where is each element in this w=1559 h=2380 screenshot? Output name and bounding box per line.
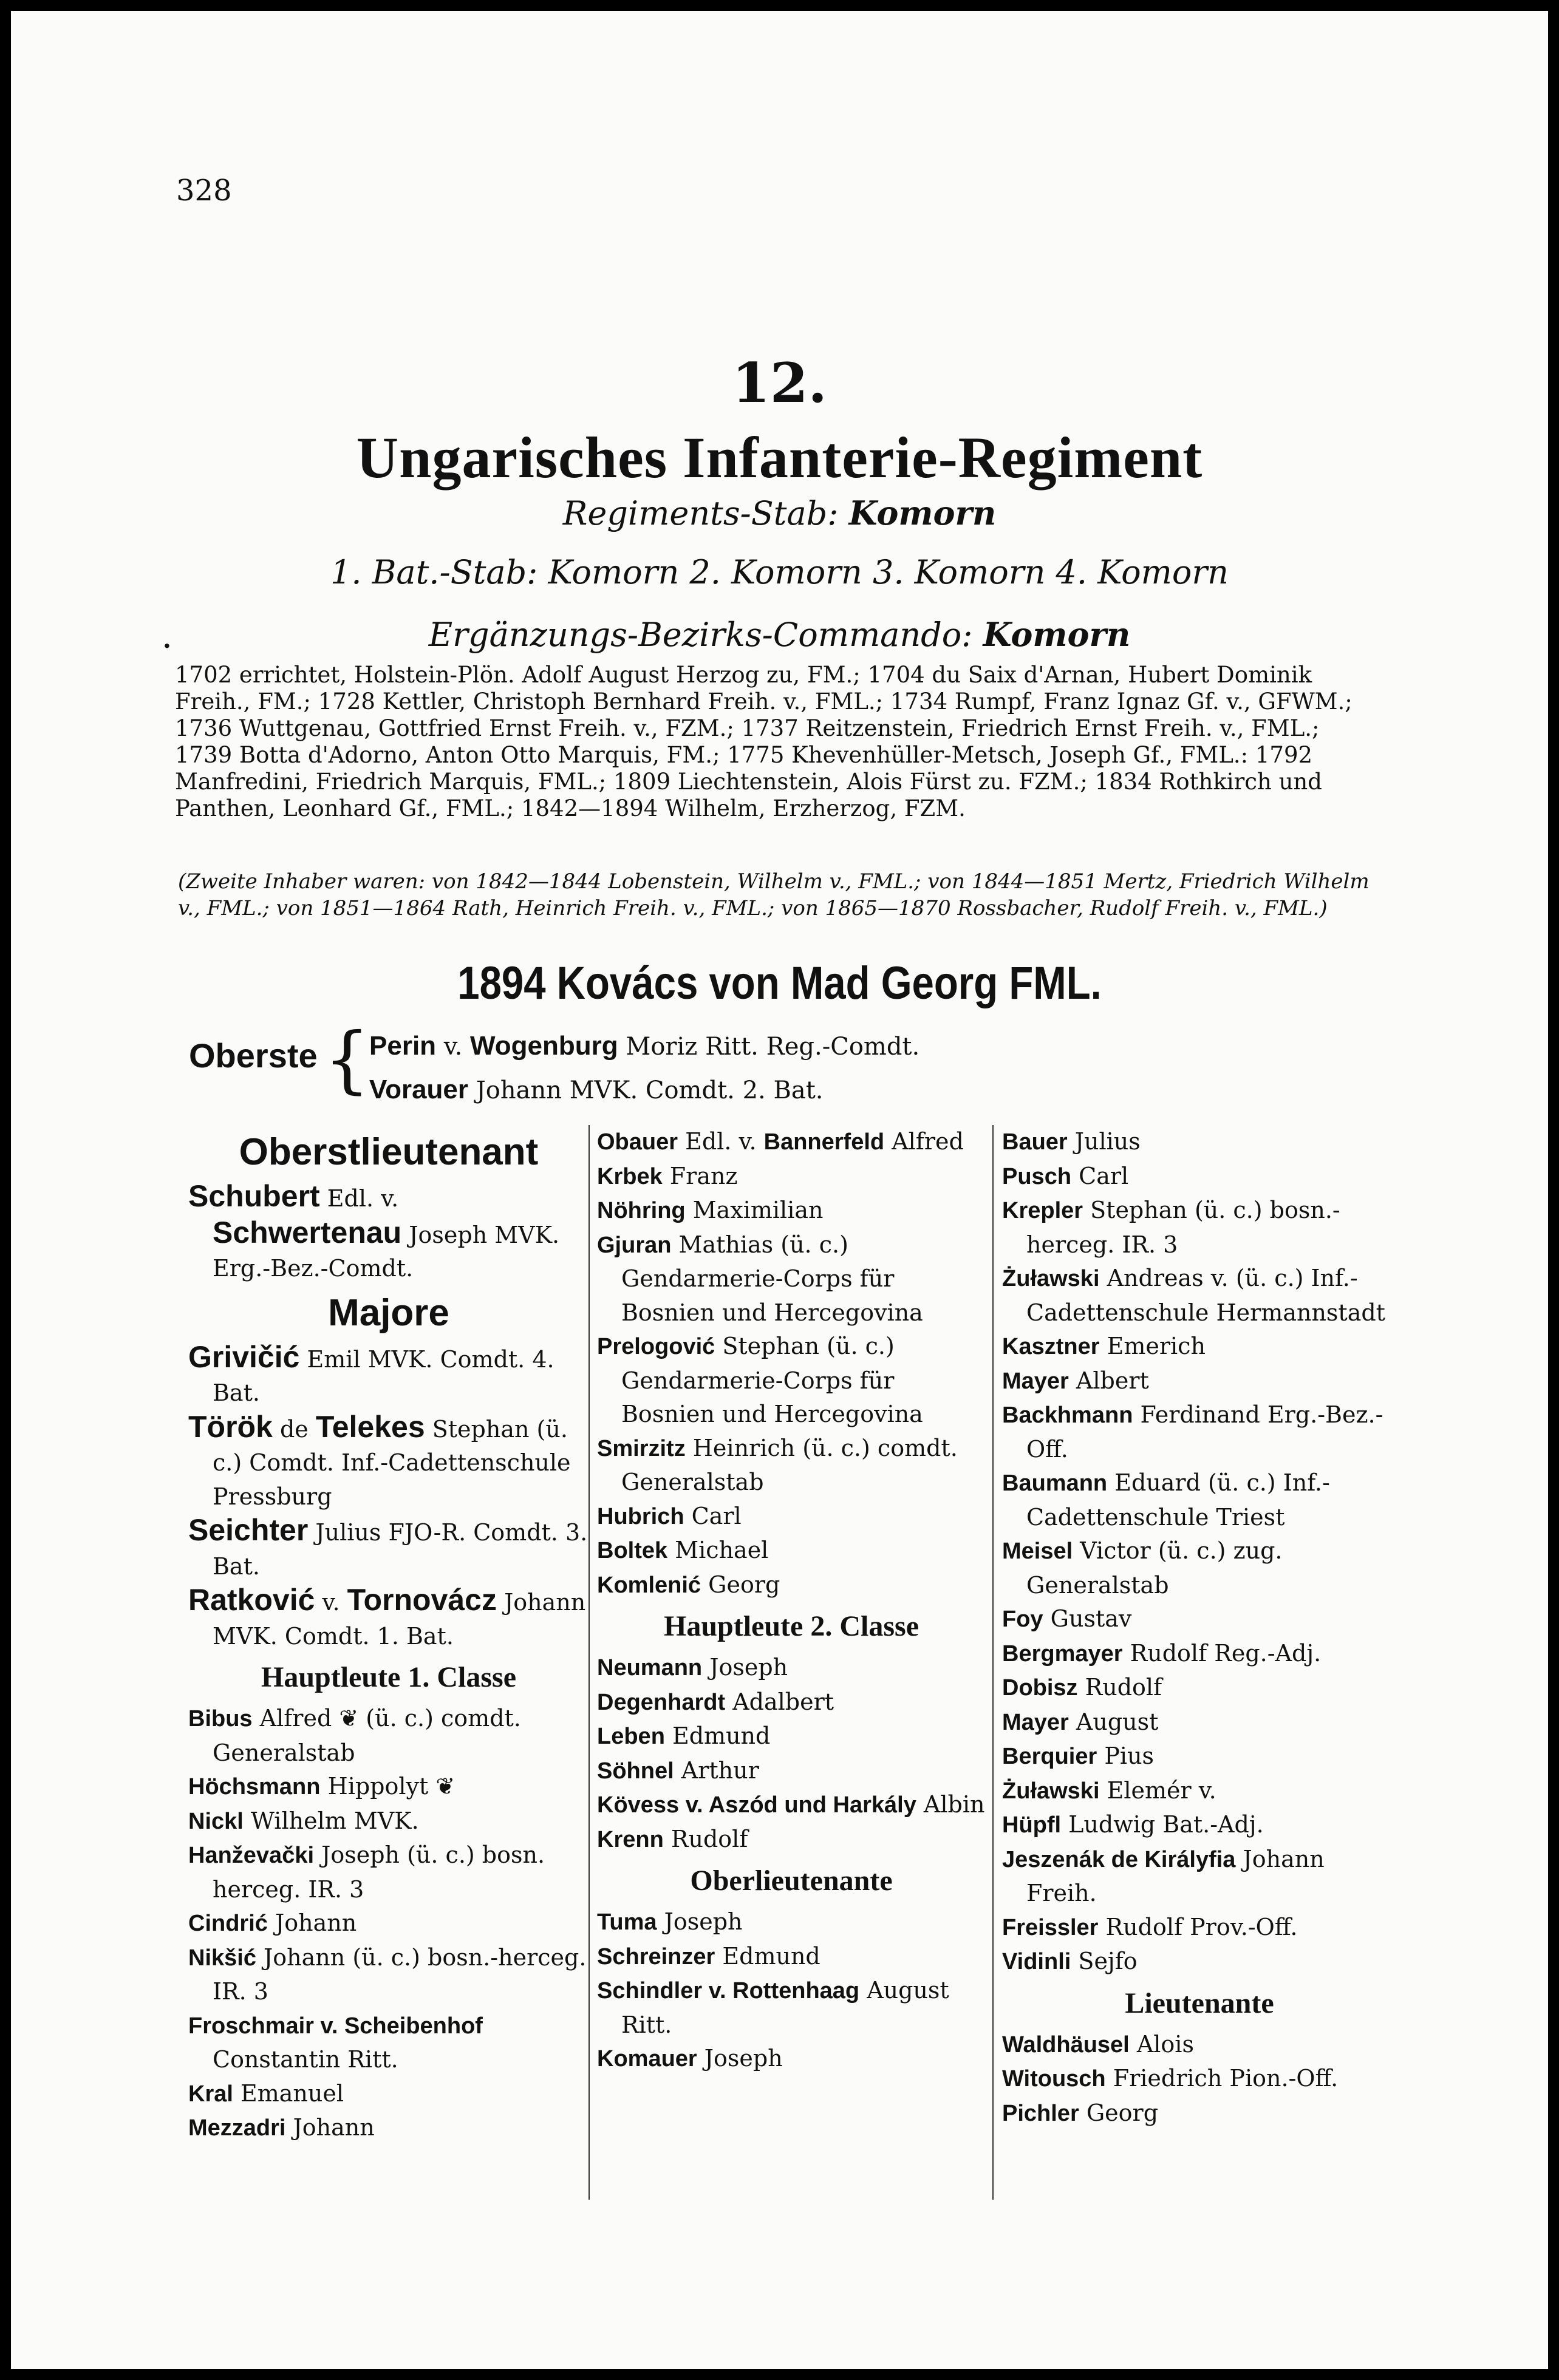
officer-details: Franz xyxy=(662,1162,738,1189)
officer-name: Vidinli xyxy=(1002,1949,1071,1974)
oberste-label: Oberste xyxy=(189,1036,318,1075)
officer-entry xyxy=(1002,1125,1397,1160)
officer-entry xyxy=(597,1125,986,1160)
officer-details: Stephan (ü. c.) Gendarmerie-Corps für Bosnien und Hercegovina xyxy=(621,1333,923,1427)
officer-name2: Schwertenau xyxy=(213,1215,402,1250)
officer-name: Obauer xyxy=(597,1129,678,1155)
officer-name: Nöhring xyxy=(597,1198,686,1223)
officer-name: Cindrić xyxy=(188,1911,268,1936)
officer-entry xyxy=(597,1534,986,1568)
officer-entry xyxy=(1002,2096,1397,2131)
officer-details: Johann xyxy=(267,1909,357,1936)
officer-name: Prelogović xyxy=(597,1334,715,1359)
officer-entry xyxy=(597,1754,986,1789)
officer-entry xyxy=(1002,1739,1397,1774)
officer-details: Maximilian xyxy=(685,1197,824,1223)
stab-label: Regiments-Stab: xyxy=(562,494,839,532)
officer-details: Joseph xyxy=(702,1654,788,1681)
officer-name: Degenhardt xyxy=(597,1689,726,1715)
officer-entry xyxy=(1002,1262,1397,1330)
officer-name: Gjuran xyxy=(597,1232,672,1258)
officer-name: Berquier xyxy=(1002,1744,1097,1769)
officer-details: Rudolf xyxy=(663,1825,748,1852)
officer-entry xyxy=(1002,1945,1397,1979)
officer-details: Ferdinand Erg.-Bez.-Off. xyxy=(1026,1401,1383,1463)
officer-entry xyxy=(188,1941,589,2009)
column-1 xyxy=(188,1125,589,2146)
officer-name: Hubrich xyxy=(597,1503,684,1529)
oberst-entry xyxy=(369,1031,919,1061)
officer-details: August xyxy=(1068,1708,1159,1735)
officer-name: Mezzadri xyxy=(188,2115,286,2141)
officer-entry xyxy=(597,2042,986,2076)
officer-details: Albin xyxy=(916,1791,985,1818)
officer-details: Joseph MVK. Erg.-Bez.-Comdt. xyxy=(213,1221,560,1282)
officer-details: Edmund xyxy=(715,1942,820,1970)
stab-place: Komorn xyxy=(848,494,997,532)
officer-particle: de xyxy=(272,1415,316,1443)
lieutenante-header: Lieutenante xyxy=(1125,1987,1274,2019)
oberst-entry xyxy=(369,1075,824,1105)
officer-details: Stephan (ü. c.) Comdt. Inf.-Cadettenschule Pressburg xyxy=(213,1415,571,1510)
officer-name: Żuławski xyxy=(1002,1266,1100,1291)
officer-name: Żuławski xyxy=(1002,1778,1100,1804)
officer-details: Alois xyxy=(1129,2030,1194,2058)
officer-details: Joseph (ü. c.) bosn. herceg. IR. 3 xyxy=(213,1841,545,1903)
officer-name: Froschmair v. Scheibenhof xyxy=(188,2013,483,2039)
officer-entry xyxy=(188,2111,589,2146)
hauptleute1-header: Hauptleute 1. Classe xyxy=(261,1661,516,1693)
officer-details: Rudolf Reg.-Adj. xyxy=(1122,1639,1322,1667)
bataillon-stab-line: 1. Bat.-Stab: Komorn 2. Komorn 3. Komorn 4. Komorn xyxy=(330,553,1229,591)
ergaenzung-label: Ergänzungs-Bezirks-Commando: xyxy=(428,616,973,654)
officer-entry xyxy=(1002,1774,1397,1809)
officer-particle: Edl. v. xyxy=(678,1128,764,1155)
officer-entry xyxy=(1002,1808,1397,1843)
officer-details: Adalbert xyxy=(725,1688,834,1715)
officer-entry xyxy=(597,1905,986,1940)
officer-entry xyxy=(597,1228,986,1330)
officer-entry xyxy=(597,1974,986,2042)
ergaenzung-line xyxy=(11,615,1548,654)
officer-name: Meisel xyxy=(1002,1538,1073,1564)
officer-name: Krenn xyxy=(597,1826,664,1852)
officer-entry xyxy=(1002,2062,1397,2096)
officer-details: Gustav xyxy=(1043,1605,1132,1632)
officer-entry xyxy=(597,1500,986,1534)
officer-name2: Tornovácz xyxy=(347,1583,497,1617)
officer-name: Mayer xyxy=(1002,1368,1069,1394)
majore-header: Majore xyxy=(328,1291,449,1334)
officer-name: Waldhäusel xyxy=(1002,2031,1130,2058)
officer-name: Tuma xyxy=(597,1909,657,1935)
officer-details: Friedrich Pion.-Off. xyxy=(1105,2065,1339,2092)
officer-name: Söhnel xyxy=(597,1758,674,1784)
officer-details: Alfred ❦ (ü. c.) comdt. Generalstab xyxy=(213,1705,521,1766)
officer-name: Pichler xyxy=(1002,2100,1079,2126)
officer-details: Georg xyxy=(1079,2099,1159,2126)
regiment-number: 12. xyxy=(732,351,827,415)
officer-entry xyxy=(188,1514,589,1583)
officer-name: Komauer xyxy=(597,2046,697,2072)
officer-details: Wilhelm MVK. xyxy=(243,1807,419,1834)
officer-entry xyxy=(1002,1364,1397,1399)
officer-name2: Bannerfeld xyxy=(763,1129,885,1155)
officer-details: Emerich xyxy=(1099,1333,1206,1359)
officer-details: Stephan (ü. c.) bosn.-herceg. IR. 3 xyxy=(1026,1197,1340,1258)
officer-name: Freissler xyxy=(1002,1914,1099,1940)
column-2 xyxy=(597,1125,986,2076)
officer-details: Victor (ü. c.) zug. Generalstab xyxy=(1026,1537,1283,1599)
officer-entry xyxy=(1002,1330,1397,1364)
officer-entry xyxy=(1002,1194,1397,1262)
officer-name: Schindler v. Rottenhaag xyxy=(597,1978,860,2004)
officer-name: Komlenić xyxy=(597,1572,701,1598)
officer-details: Johann (ü. c.) bosn.-herceg. IR. 3 xyxy=(213,1943,587,2005)
officer-entry xyxy=(188,2009,589,2077)
officer-name: Nickl xyxy=(188,1808,244,1834)
officer-details: Georg xyxy=(701,1571,780,1598)
regiments-stab-line xyxy=(11,494,1548,532)
officer-details: Carl xyxy=(684,1502,742,1529)
officer-details: Pius xyxy=(1097,1742,1155,1769)
officer-name: Dobisz xyxy=(1002,1675,1078,1701)
oberst-name2: Wogenburg xyxy=(470,1031,618,1061)
officer-name: Witousch xyxy=(1002,2066,1106,2092)
officer-entry xyxy=(188,1180,589,1286)
officer-entry xyxy=(188,1804,589,1839)
hauptleute2-header: Hauptleute 2. Classe xyxy=(664,1610,919,1642)
officer-particle: Edl. v. xyxy=(319,1185,399,1212)
officer-details: Rudolf xyxy=(1077,1674,1162,1701)
officer-name: Neumann xyxy=(597,1655,703,1681)
officer-details: Elemér v. xyxy=(1099,1776,1216,1804)
officer-particle: v. xyxy=(315,1589,347,1616)
officer-details: Edmund xyxy=(664,1722,771,1749)
officer-entry xyxy=(1002,1911,1397,1945)
column-divider xyxy=(992,1125,994,2200)
officer-name: Krepler xyxy=(1002,1198,1083,1223)
officer-details: Michael xyxy=(667,1537,769,1563)
oberst-name: Vorauer xyxy=(369,1075,469,1104)
officer-name: Grivičić xyxy=(188,1339,300,1374)
officer-name: Backhmann xyxy=(1002,1402,1133,1428)
oberlieutenante-header: Oberlieutenante xyxy=(690,1865,893,1897)
officer-name: Baumann xyxy=(1002,1470,1108,1496)
officer-name: Smirzitz xyxy=(597,1435,686,1461)
officer-entry xyxy=(1002,1602,1397,1637)
officer-name: Nikšić xyxy=(188,1945,256,1971)
officer-details: Joseph xyxy=(657,1908,743,1935)
officer-entry xyxy=(597,1651,986,1685)
officer-details: Ludwig Bat.-Adj. xyxy=(1061,1811,1264,1838)
officer-name2: Telekes xyxy=(315,1409,425,1444)
officer-entry xyxy=(1002,1466,1397,1534)
officer-entry xyxy=(188,1906,589,1941)
officer-name: Kövess v. Aszód und Harkály xyxy=(597,1792,916,1818)
officer-details: Julius xyxy=(1067,1128,1141,1155)
officer-name: Bergmayer xyxy=(1002,1640,1123,1667)
officer-entry xyxy=(1002,1843,1397,1911)
officer-entry xyxy=(597,1194,986,1228)
officer-name: Jeszenák de Királyfia xyxy=(1002,1846,1236,1872)
officer-details: Johann MVK. Comdt. 1. Bat. xyxy=(213,1589,586,1650)
officer-details: Hippolyt ❦ xyxy=(320,1773,455,1800)
document-page xyxy=(11,11,1548,2369)
officer-name: Höchsmann xyxy=(188,1774,321,1800)
officer-details: Mathias (ü. c.) Gendarmerie-Corps für Bosnien und Hercegovina xyxy=(621,1231,923,1326)
officer-name: Pusch xyxy=(1002,1163,1072,1189)
officer-name: Bauer xyxy=(1002,1129,1068,1155)
officer-entry xyxy=(1002,1534,1397,1602)
officer-entry xyxy=(597,1160,986,1194)
officer-name: Ratković xyxy=(188,1583,315,1617)
officer-entry xyxy=(188,1838,589,1906)
officer-entry xyxy=(188,1770,589,1804)
ergaenzung-place: Komorn xyxy=(983,615,1131,654)
officer-details: Sejfo xyxy=(1071,1948,1138,1974)
officer-entry xyxy=(1002,1637,1397,1671)
officer-name: Hanževački xyxy=(188,1843,315,1868)
officer-details: Constantin Ritt. xyxy=(213,2046,398,2073)
officer-details: Johann xyxy=(285,2114,375,2141)
officer-entry xyxy=(1002,1160,1397,1194)
officer-details: Alfred xyxy=(884,1128,964,1155)
officer-details: Eduard (ü. c.) Inf.-Cadettenschule Triest xyxy=(1026,1469,1330,1531)
officer-entry xyxy=(1002,1671,1397,1705)
officer-entry xyxy=(1002,2028,1397,2062)
officer-name: Seichter xyxy=(188,1513,309,1547)
officer-entry xyxy=(188,1583,589,1653)
officer-name: Schreinzer xyxy=(597,1943,715,1970)
regiment-title: Ungarisches Infanterie-Regiment xyxy=(356,425,1203,490)
officer-name: Kral xyxy=(188,2081,233,2107)
column-3 xyxy=(1002,1125,1397,2130)
officer-name: Krbek xyxy=(597,1163,663,1189)
regiment-history: 1702 errichtet, Holstein-Plön. Adolf August Herzog zu, FM.; 1704 du Saix d'Arnan, Hubert Dominik Freih., FM.; 1728 Kettler, Christoph Bernhard Freih. v., FML.; 1734 Rumpf, Franz Ignaz Gf. v., GFWM.; 1736 Wuttgenau, Gottfried Ernst Freih. v., FZM.; 1737 Reitzenstein, Friedrich Ernst Freih. v., FML.; 1739 Botta d'Adorno, Anton Otto Marquis, FM.; 1775 Khevenhüller-Metsch, Joseph Gf., FML.: 1792 Manfredini, Friedrich Marquis, FML.; 1809 Liechtenstein, Alois Fürst zu. FZM.; 1834 Rothkirch und Panthen, Leonhard Gf., FML.; 1842—1894 Wilhelm, Erzherzog, FZM. xyxy=(175,662,1353,821)
officer-details: Rudolf Prov.-Off. xyxy=(1098,1913,1298,1940)
officer-details: Emil MVK. Comdt. 4. Bat. xyxy=(213,1345,554,1406)
officer-name: Foy xyxy=(1002,1606,1043,1632)
officer-entry xyxy=(188,1702,589,1770)
officer-details: Julius FJO-R. Comdt. 3. Bat. xyxy=(213,1519,588,1580)
officer-entry xyxy=(597,1788,986,1823)
officer-entry xyxy=(1002,1705,1397,1740)
oberst-particle: v. xyxy=(436,1033,471,1061)
current-inhaber: 1894 Kovács von Mad Georg FML. xyxy=(457,957,1102,1009)
officer-entry xyxy=(597,1940,986,1974)
officer-details: Andreas v. (ü. c.) Inf.-Cadettenschule Hermannstadt xyxy=(1026,1265,1385,1326)
officer-entry xyxy=(188,1410,589,1514)
officer-name: Kasztner xyxy=(1002,1334,1100,1359)
page-number: 328 xyxy=(176,174,232,208)
officer-entry xyxy=(597,1823,986,1857)
officer-entry xyxy=(597,1432,986,1500)
officer-details: Heinrich (ü. c.) comdt. Generalstab xyxy=(621,1434,958,1495)
officer-name: Boltek xyxy=(597,1538,668,1563)
officer-name: Schubert xyxy=(188,1179,320,1213)
officer-entry xyxy=(597,1568,986,1603)
officer-details: Albert xyxy=(1068,1367,1149,1394)
officer-entry xyxy=(597,1685,986,1720)
zweite-inhaber: (Zweite Inhaber waren: von 1842—1844 Lobenstein, Wilhelm v., FML.; von 1844—1851 Mertz, Friedrich Wilhelm v., FML.; von 1851—1864 Rath, Heinrich Freih. v., FML.; von 1865—1870 Rossbacher, Rudolf Freih. v., FML.) xyxy=(178,869,1370,920)
officer-name: Bibus xyxy=(188,1706,253,1732)
officer-details: Emanuel xyxy=(233,2079,344,2107)
officer-details: Arthur xyxy=(674,1756,759,1784)
officer-name: Mayer xyxy=(1002,1709,1069,1735)
officer-entry xyxy=(597,1330,986,1432)
officer-entry xyxy=(1002,1398,1397,1466)
officer-name: Török xyxy=(188,1409,273,1444)
margin-dot: . xyxy=(163,625,171,654)
officer-details: Carl xyxy=(1071,1162,1129,1189)
officer-details: Johann Freih. xyxy=(1026,1845,1325,1906)
officer-details: August Ritt. xyxy=(621,1977,949,2038)
officer-name: Hüpfl xyxy=(1002,1812,1062,1838)
oberstlieutenant-header: Oberstlieutenant xyxy=(239,1131,539,1173)
oberst-details: Moriz Ritt. Reg.-Comdt. xyxy=(618,1033,920,1061)
oberst-name: Perin xyxy=(369,1031,437,1061)
officer-details: Joseph xyxy=(697,2045,783,2072)
officer-name: Leben xyxy=(597,1724,665,1749)
officer-entry xyxy=(188,2077,589,2112)
officer-entry xyxy=(188,1341,589,1410)
oberst-details: Johann MVK. Comdt. 2. Bat. xyxy=(468,1076,824,1104)
brace-icon: { xyxy=(324,1018,370,1102)
officer-entry xyxy=(597,1719,986,1754)
